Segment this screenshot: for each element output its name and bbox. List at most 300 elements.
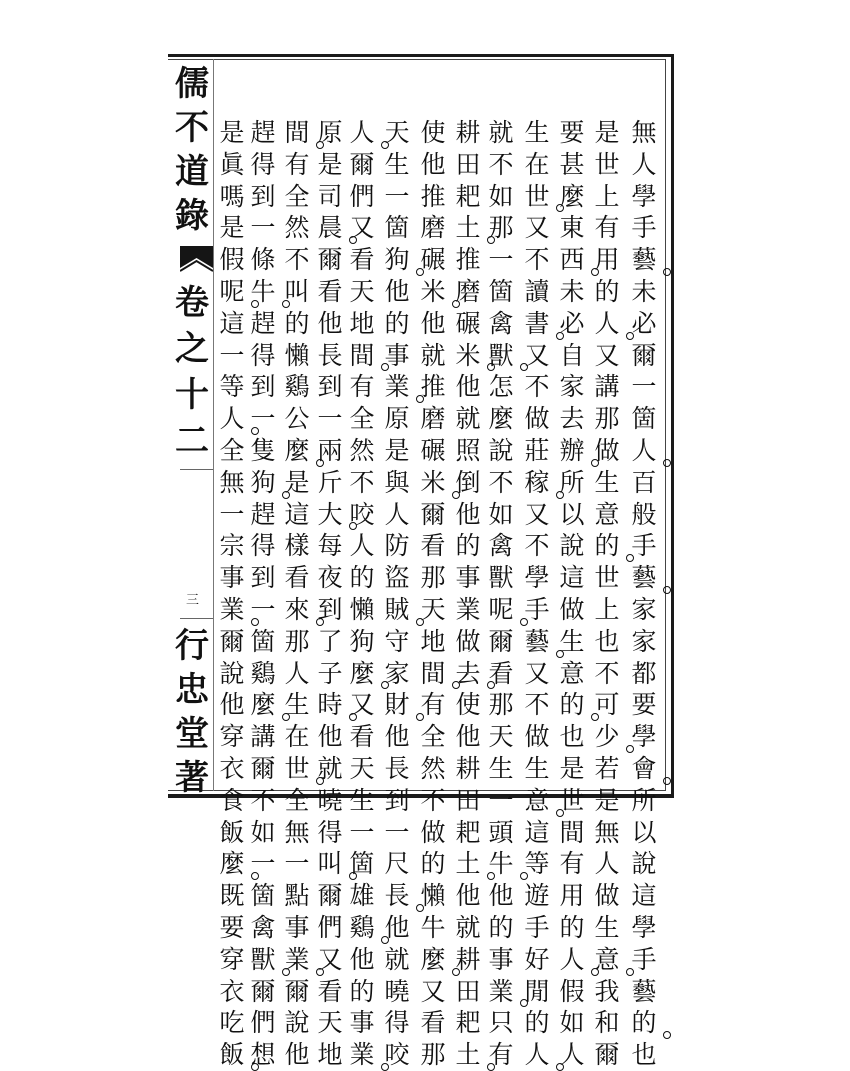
character: 土 <box>453 848 483 880</box>
character: 又 <box>524 340 550 370</box>
character: 他 <box>420 149 446 179</box>
character: 獸 <box>248 944 278 976</box>
punctuation-circle-icon <box>316 141 324 149</box>
text-column <box>313 117 347 1071</box>
character: 得 <box>250 149 276 179</box>
frame-right-inner-line <box>665 59 666 791</box>
character: 莊 <box>524 435 550 465</box>
character: 爾 <box>420 499 446 529</box>
character: 嗎 <box>219 181 245 211</box>
character: 時 <box>315 689 345 721</box>
character: 手 <box>631 531 657 561</box>
character: 不 <box>284 245 310 275</box>
character: 宗 <box>219 531 245 561</box>
character: 箇 <box>631 404 657 434</box>
character: 是 <box>594 118 620 147</box>
character: 碾 <box>420 435 446 465</box>
character: 一 <box>349 817 375 847</box>
character: 要 <box>631 690 657 720</box>
character: 就 <box>384 944 410 974</box>
character: 學 <box>631 181 657 211</box>
character: 不 <box>524 690 550 720</box>
fishtail-mark-icon <box>180 246 213 272</box>
character: 以 <box>631 817 657 847</box>
character: 們 <box>317 912 343 942</box>
character: 生 <box>594 912 620 942</box>
character: 就 <box>317 753 343 783</box>
character: 來 <box>282 594 312 626</box>
character: 爾 <box>349 149 375 179</box>
punctuation-circle-icon <box>626 332 634 340</box>
character: 田 <box>455 149 481 179</box>
character: 不 <box>488 467 514 497</box>
character: 做 <box>420 817 446 847</box>
character: 兩 <box>317 435 343 465</box>
character: 耕 <box>455 944 481 974</box>
character: 我 <box>594 976 620 1006</box>
punctuation-circle-icon <box>251 300 259 308</box>
punctuation-circle-icon <box>663 268 671 276</box>
character: 業 <box>347 1039 377 1071</box>
character: 箇 <box>250 881 276 911</box>
character: 不 <box>420 785 446 815</box>
character: 必 <box>559 308 585 338</box>
character: 等 <box>524 849 550 879</box>
character: 飯 <box>217 1039 247 1071</box>
character: 呢 <box>217 276 247 308</box>
character: 耙 <box>455 817 481 847</box>
character: 用 <box>559 881 585 911</box>
character: 公 <box>284 404 310 434</box>
character: 那 <box>488 213 514 243</box>
character: 麼 <box>282 435 312 467</box>
character: 一 <box>384 817 410 847</box>
margin-char: 十 <box>175 375 209 415</box>
character: 說 <box>284 1008 310 1038</box>
character: 他 <box>317 722 343 752</box>
character: 如 <box>559 1008 585 1038</box>
character: 生 <box>488 753 514 783</box>
character: 財 <box>382 689 412 721</box>
character: 曉 <box>317 785 343 815</box>
character: 藝 <box>629 562 659 594</box>
character: 間 <box>418 658 448 690</box>
text-column <box>590 117 624 1071</box>
margin-char: 行 <box>175 626 209 666</box>
character: 做 <box>524 404 550 434</box>
punctuation-circle-icon <box>381 936 389 944</box>
character: 們 <box>250 1008 276 1038</box>
character: 有 <box>488 1040 514 1070</box>
margin-rule <box>180 469 213 470</box>
character: 爾 <box>594 1040 620 1070</box>
character: 磨 <box>420 404 446 434</box>
punctuation-circle-icon <box>591 268 599 276</box>
punctuation-circle-icon <box>316 777 324 785</box>
character: 東 <box>559 213 585 243</box>
character: 在 <box>524 149 550 179</box>
character: 這 <box>524 817 550 847</box>
character: 然 <box>284 213 310 243</box>
character: 使 <box>455 690 481 720</box>
character: 一 <box>488 245 514 275</box>
character: 一 <box>250 213 276 243</box>
character: 到 <box>317 372 343 402</box>
character: 耙 <box>455 1008 481 1038</box>
character: 他 <box>219 690 245 720</box>
character: 有 <box>559 849 585 879</box>
character: 假 <box>559 976 585 1006</box>
character: 麼 <box>347 658 377 690</box>
character: 這 <box>284 499 310 529</box>
character: 學 <box>631 912 657 942</box>
punctuation-circle-icon <box>452 491 460 499</box>
character: 天 <box>488 722 514 752</box>
character: 推 <box>455 245 481 275</box>
character: 稼 <box>522 467 552 499</box>
character: 到 <box>250 181 276 211</box>
character: 藝 <box>522 626 552 658</box>
character: 鷄 <box>250 658 276 688</box>
character: 麼 <box>248 689 278 721</box>
character: 田 <box>455 785 481 815</box>
character: 書 <box>522 308 552 340</box>
character: 的 <box>488 912 514 942</box>
character: 照 <box>455 435 481 465</box>
punctuation-circle-icon <box>556 1063 564 1071</box>
character: 牛 <box>248 276 278 308</box>
margin-char: 儒 <box>175 64 209 104</box>
character: 獸 <box>488 563 514 593</box>
character: 人 <box>384 499 410 529</box>
character: 那 <box>488 690 514 720</box>
character: 賊 <box>382 594 412 626</box>
character: 又 <box>317 944 343 974</box>
punctuation-circle-icon <box>663 777 671 785</box>
character: 間 <box>282 117 312 149</box>
character: 有 <box>594 213 620 243</box>
character: 的 <box>349 563 375 593</box>
character: 天 <box>317 1008 343 1038</box>
character: 鷄 <box>347 912 377 944</box>
character: 頭 <box>488 817 514 847</box>
text-column <box>280 117 314 1071</box>
character: 都 <box>631 658 657 688</box>
punctuation-circle-icon <box>663 586 671 594</box>
character: 在 <box>284 722 310 752</box>
character: 防 <box>384 531 410 561</box>
character: 無 <box>594 817 620 847</box>
character: 獸 <box>486 340 516 372</box>
character: 無 <box>631 118 657 147</box>
punctuation-circle-icon <box>663 459 671 467</box>
character: 地 <box>317 1040 343 1070</box>
character: 爾 <box>631 340 657 370</box>
character: 百 <box>631 467 657 497</box>
character: 人 <box>284 658 310 688</box>
text-column <box>520 117 554 1071</box>
character: 一 <box>250 404 276 434</box>
character: 推 <box>420 181 446 211</box>
character: 一 <box>250 849 276 879</box>
character: 到 <box>250 372 276 402</box>
character: 用 <box>594 245 620 275</box>
character: 的 <box>349 976 375 1006</box>
character: 又 <box>524 213 550 243</box>
character: 是 <box>219 118 245 147</box>
character: 禽 <box>488 308 514 338</box>
character: 藝 <box>631 976 657 1006</box>
character: 他 <box>284 1040 310 1070</box>
character: 就 <box>455 912 481 942</box>
character: 自 <box>559 340 585 370</box>
text-column <box>451 117 485 1071</box>
character: 盜 <box>384 563 410 593</box>
character: 的 <box>455 531 481 561</box>
character: 講 <box>594 372 620 402</box>
character: 世 <box>282 753 312 785</box>
character: 條 <box>250 245 276 275</box>
character: 也 <box>559 722 585 752</box>
character: 做 <box>524 722 550 752</box>
character: 麼 <box>418 944 448 976</box>
character: 般 <box>631 499 657 529</box>
character: 閒 <box>524 976 550 1006</box>
character: 學 <box>631 722 657 752</box>
character: 天 <box>420 594 446 624</box>
punctuation-circle-icon <box>556 491 564 499</box>
character: 得 <box>250 340 276 370</box>
character: 箇 <box>384 213 410 243</box>
character: 得 <box>317 817 343 847</box>
character: 禽 <box>488 531 514 561</box>
character: 晨 <box>315 212 345 244</box>
character: 麼 <box>217 848 247 880</box>
character: 爾 <box>317 881 343 911</box>
character: 到 <box>317 594 343 624</box>
character: 不 <box>524 531 550 561</box>
character: 穿 <box>219 944 245 974</box>
character: 等 <box>219 372 245 402</box>
character: 和 <box>594 1008 620 1038</box>
character: 生 <box>594 467 620 497</box>
character: 那 <box>420 1040 446 1070</box>
character: 的 <box>284 308 310 338</box>
character: 他 <box>384 912 410 942</box>
character: 間 <box>559 817 585 847</box>
character: 家 <box>384 658 410 688</box>
character: 事 <box>284 912 310 942</box>
character: 箇 <box>250 626 276 656</box>
character: 家 <box>631 626 657 656</box>
character: 間 <box>347 340 377 372</box>
character: 狗 <box>248 467 278 499</box>
character: 若 <box>594 753 620 783</box>
character: 的 <box>524 1008 550 1038</box>
character: 爾 <box>317 245 343 275</box>
character: 必 <box>631 308 657 338</box>
character: 的 <box>594 276 620 306</box>
character: 有 <box>349 372 375 402</box>
character: 要 <box>219 912 245 942</box>
margin-char: 不 <box>175 108 209 148</box>
character: 米 <box>453 340 483 372</box>
character: 爾 <box>488 626 514 656</box>
character: 他 <box>317 308 343 338</box>
punctuation-circle-icon <box>251 618 259 626</box>
character: 長 <box>317 340 343 370</box>
character: 意 <box>522 785 552 817</box>
character: 樣 <box>284 531 310 561</box>
margin-char: 忠 <box>175 670 209 710</box>
character: 的 <box>384 308 410 338</box>
character: 看 <box>284 563 310 593</box>
character: 好 <box>524 944 550 974</box>
character: 又 <box>420 976 446 1006</box>
character: 家 <box>559 372 585 402</box>
character: 懶 <box>349 594 375 624</box>
character: 是 <box>384 435 410 465</box>
punctuation-circle-icon <box>520 618 528 626</box>
character: 穿 <box>219 722 245 752</box>
character: 爾 <box>284 976 310 1006</box>
character: 他 <box>455 499 481 529</box>
character: 耙 <box>455 181 481 211</box>
character: 辦 <box>557 435 587 467</box>
character: 說 <box>488 435 514 465</box>
text-column <box>380 117 414 1071</box>
character: 讀 <box>524 276 550 306</box>
character: 土 <box>453 212 483 244</box>
character: 斤 <box>317 467 343 497</box>
character: 了 <box>317 626 343 656</box>
character: 意 <box>559 658 585 688</box>
character: 他 <box>420 308 446 338</box>
character: 牛 <box>486 848 516 880</box>
character: 子 <box>317 658 343 688</box>
character: 一 <box>317 404 343 434</box>
character: 西 <box>557 244 587 276</box>
margin-char: 錄 <box>175 196 209 236</box>
character: 也 <box>594 626 620 656</box>
character: 世 <box>559 785 585 815</box>
character: 狗 <box>382 244 412 276</box>
character: 咬 <box>384 1040 410 1070</box>
character: 手 <box>631 944 657 974</box>
character: 又 <box>524 499 550 529</box>
punctuation-circle-icon <box>556 332 564 340</box>
punctuation-circle-icon <box>452 300 460 308</box>
character: 生 <box>384 149 410 179</box>
margin-char: 堂 <box>175 714 209 754</box>
character: 去 <box>453 658 483 690</box>
character: 的 <box>559 912 585 942</box>
character: 得 <box>384 1008 410 1038</box>
character: 事 <box>455 563 481 593</box>
character: 看 <box>349 722 375 752</box>
punctuation-circle-icon <box>626 745 634 753</box>
character: 無 <box>219 467 245 497</box>
character: 到 <box>384 785 410 815</box>
character: 就 <box>455 404 481 434</box>
margin-char: 著 <box>175 758 209 798</box>
character: 爾 <box>250 976 276 1006</box>
character: 眞 <box>219 149 245 179</box>
character: 不 <box>524 245 550 275</box>
character: 看 <box>488 658 514 688</box>
character: 講 <box>250 722 276 752</box>
character: 地 <box>420 626 446 656</box>
character: 飯 <box>219 817 245 847</box>
character: 的 <box>592 530 622 562</box>
character: 又 <box>349 690 375 720</box>
margin-char: 之 <box>175 329 209 369</box>
character: 甚 <box>559 149 585 179</box>
character: 他 <box>455 722 481 752</box>
character: 遊 <box>524 881 550 911</box>
character: 人 <box>349 531 375 561</box>
character: 人 <box>631 149 657 179</box>
punctuation-circle-icon <box>282 300 290 308</box>
punctuation-circle-icon <box>251 1063 259 1071</box>
punctuation-circle-icon <box>416 904 424 912</box>
character: 說 <box>559 531 585 561</box>
publisher-label <box>171 624 213 800</box>
character: 人 <box>557 944 587 976</box>
character: 生 <box>284 690 310 720</box>
character: 他 <box>384 722 410 752</box>
character: 箇 <box>349 849 375 879</box>
margin-divider <box>213 59 214 791</box>
character: 的 <box>629 1007 659 1039</box>
character: 一 <box>284 849 310 879</box>
frame-right-border <box>671 54 674 798</box>
character: 不 <box>349 467 375 497</box>
character: 原 <box>317 118 343 147</box>
character: 天 <box>384 118 410 147</box>
character: 得 <box>250 531 276 561</box>
character: 假 <box>219 245 245 275</box>
character: 碾 <box>455 308 481 338</box>
text-column <box>555 117 589 1071</box>
punctuation-circle-icon <box>316 618 324 626</box>
character: 做 <box>594 435 620 465</box>
character: 上 <box>594 594 620 624</box>
character: 人 <box>592 308 622 340</box>
frame-top-border <box>168 54 674 57</box>
character: 他 <box>455 881 481 911</box>
character: 事 <box>384 340 410 370</box>
character: 衣 <box>219 753 245 783</box>
character: 麼 <box>559 181 585 211</box>
punctuation-circle-icon <box>626 968 634 976</box>
character: 原 <box>384 404 410 434</box>
text-column <box>416 117 450 1071</box>
character: 只 <box>488 1008 514 1038</box>
character: 會 <box>629 753 659 785</box>
character: 叫 <box>315 848 345 880</box>
character: 手 <box>631 213 657 243</box>
character: 的 <box>557 689 587 721</box>
character: 學 <box>524 563 550 593</box>
punctuation-circle-icon <box>591 459 599 467</box>
character: 人 <box>559 1040 585 1070</box>
character: 就 <box>420 340 446 370</box>
character: 那 <box>284 626 310 656</box>
character: 所 <box>559 467 585 497</box>
character: 他 <box>488 881 514 911</box>
character: 磨 <box>455 276 481 306</box>
